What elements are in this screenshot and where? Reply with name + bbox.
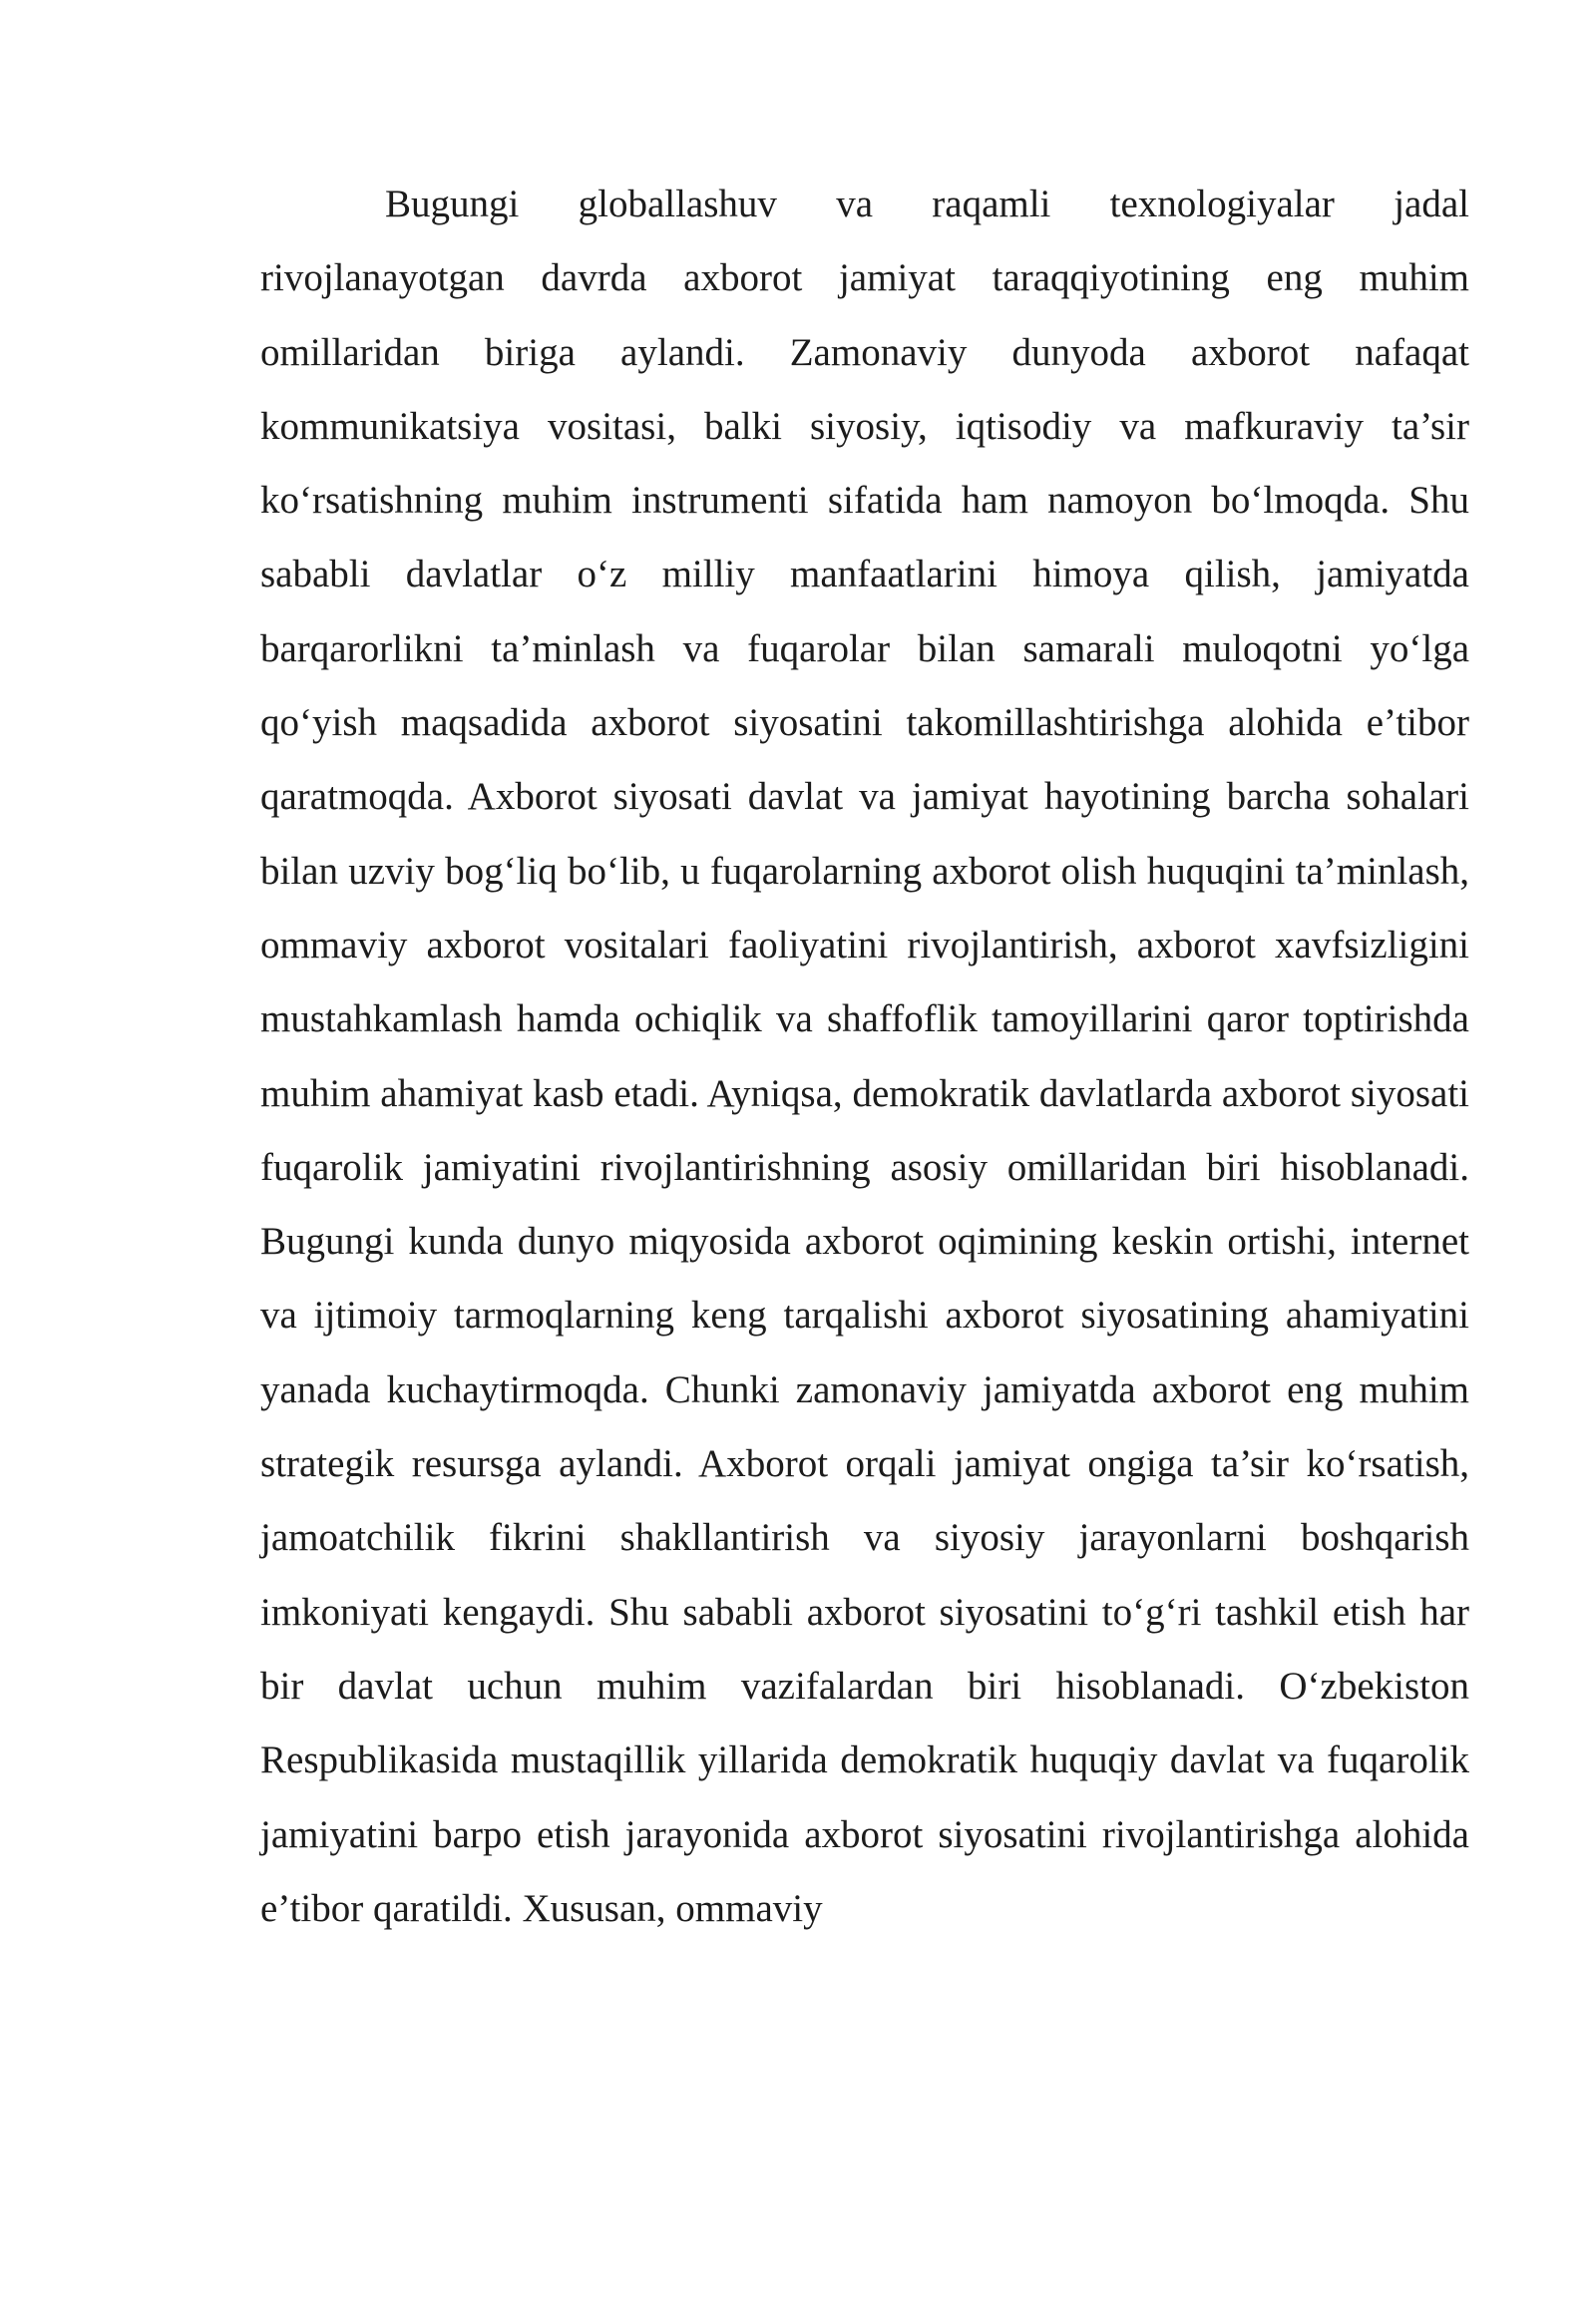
paragraph: Bugungi globallashuv va raqamli texnologiyalar jadal rivojlanayotgan davrda axborot jamiyat taraqqiyotining eng muhim omillaridan biriga aylandi. Zamonaviy dunyoda axborot nafaqat kommunikatsiya vositasi, balki siyosiy, iqtisodiy va mafkuraviy ta’sir ko‘rsatishning muhim instrumenti sifatida ham namoyon bo‘lmoqda. Shu sababli davlatlar o‘z milliy manfaatlarini himoya qilish, jamiyatda barqarorlikni ta’minlash va fuqarolar bilan samarali muloqotni yo‘lga qo‘yish maqsadida axborot siyosatini takomillashtirishga alohida e’tibor qaratmoqda. Axborot siyosati davlat va jamiyat hayotining barcha sohalari bilan uzviy bog‘liq bo‘lib, u fuqarolarning axborot olish huquqini ta’minlash, ommaviy axborot vositalari faoliyatini rivojlantirish, axborot xavfsizligini mustahkamlash hamda ochiqlik va shaffoflik tamoyillarini qaror toptirishda muhim ahamiyat kasb etadi. Ayniqsa, demokratik davlatlarda axborot siyosati fuqarolik jamiyatini rivojlantirishning asosiy omillaridan biri hisoblanadi. Bugungi kunda dunyo miqyosida axborot oqimining keskin ortishi, internet va ijtimoiy tarmoqlarning keng tarqalishi axborot siyosatining ahamiyatini yanada kuchaytirmoqda. Chunki zamonaviy jamiyatda axborot eng muhim strategik resursga aylandi. Axborot orqali jamiyat ongiga ta’sir ko‘rsatish, jamoatchilik fikrini shakllantirish va siyosiy jarayonlarni boshqarish imkoniyati kengaydi. Shu sababli axborot siyosatini to‘g‘ri tashkil etish har bir davlat uchun muhim vazifalardan biri hisoblanadi. O‘zbekiston Respublikasida mustaqillik yillarida demokratik huquqiy davlat va fuqarolik jamiyatini barpo etish jarayonida axborot siyosatini rivojlantirishga alohida e’tibor qaratildi. Xususan, ommaviy — [260, 183, 1469, 1930]
body-text — [260, 168, 1469, 1946]
